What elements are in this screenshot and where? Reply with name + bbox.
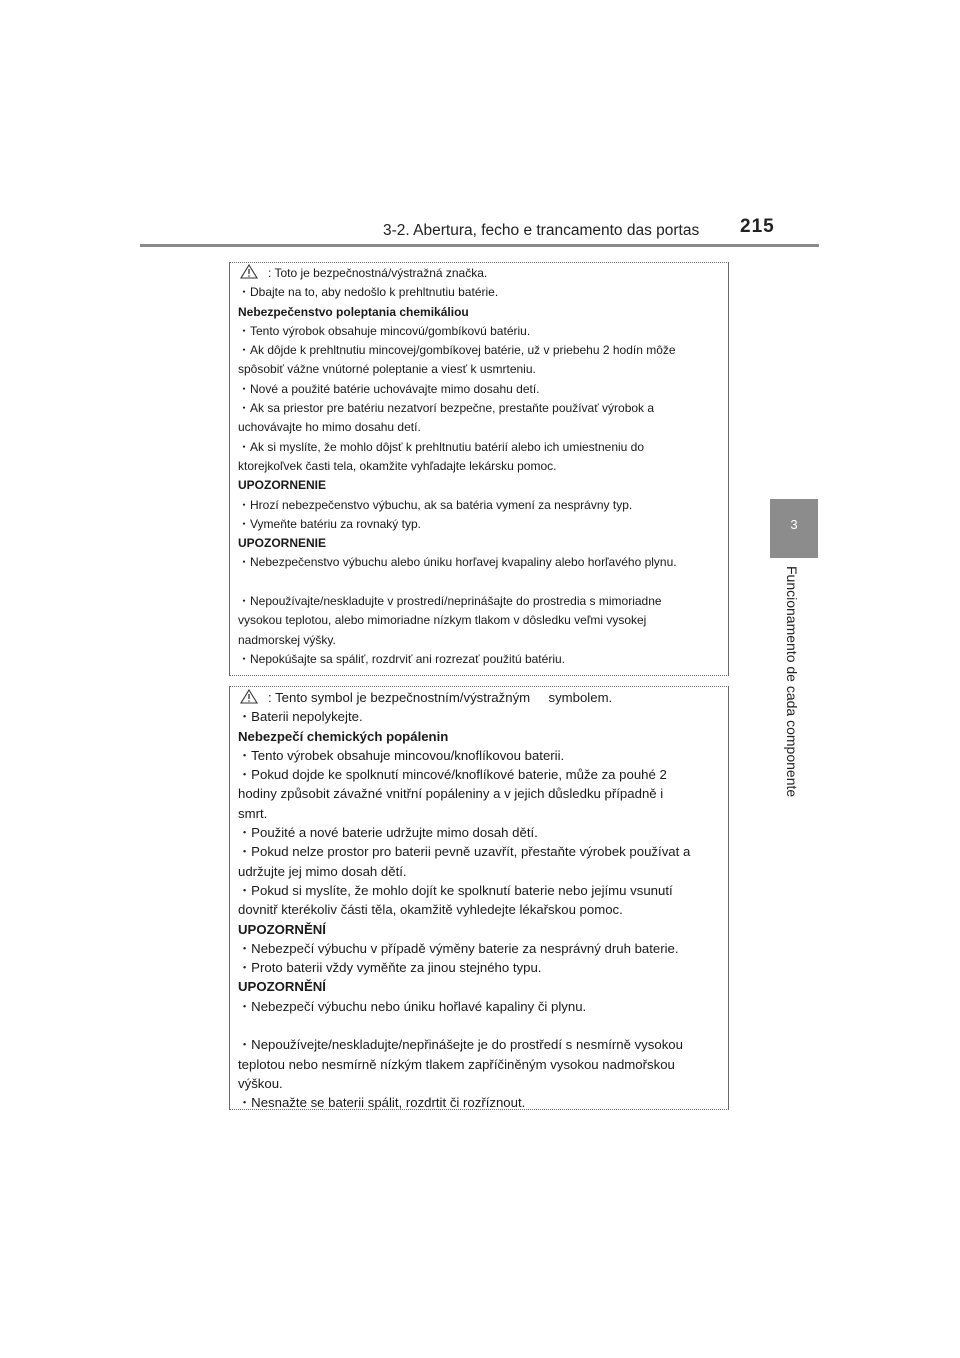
box-line: ・Ak si myslíte, že mohlo dôjsť k prehltnutiu batérií alebo ich umiestneniu do — [238, 439, 645, 454]
box-line: ・Nebezpečenstvo výbuchu alebo úniku horľavej kvapaliny alebo horľavého plynu. — [238, 555, 677, 570]
box-line: hodiny způsobit závažné vnitřní popáleniny a v jejich důsledku případně i — [238, 786, 664, 802]
box-line: ・Použité a nové baterie udržujte mimo dosah dětí. — [238, 825, 538, 841]
box-line: spôsobiť vážne vnútorné poleptanie a viesť k usmrteniu. — [238, 362, 536, 377]
box-line: ktorejkoľvek časti tela, okamžite vyhľadajte lekársku pomoc. — [238, 458, 557, 473]
spacer — [238, 1016, 728, 1035]
box-line: vysokou teplotou, alebo mimoriadne nízkym tlakom v dôsledku veľmi vysokej — [238, 613, 647, 628]
spacer — [238, 573, 728, 592]
warning-box-slovak — [229, 262, 729, 676]
box-line: ・Nepoužívajte/neskladujte v prostredí/neprinášajte do prostredia s mimoriadne — [238, 594, 662, 609]
box-line: ・Baterii nepolykejte. — [238, 709, 363, 725]
box-line: výškou. — [238, 1075, 283, 1091]
box-line: ・Tento výrobok obsahuje mincovú/gombíkovú batériu. — [238, 323, 531, 338]
page-number: 215 — [740, 216, 775, 237]
box-line: ・Pokud si myslíte, že mohlo dojít ke spolknutí baterie nebo jejímu vsunutí — [238, 882, 673, 898]
header-divider — [140, 244, 819, 247]
box-line: ・Tento výrobek obsahuje mincovou/knoflíkovou baterii. — [238, 747, 565, 763]
box-heading: Nebezpečí chemických popálenin — [238, 728, 449, 744]
box-line: ・Dbajte na to, aby nedošlo k prehltnutiu batérie. — [238, 285, 499, 300]
box-heading: Nebezpečenstvo poleptania chemikáliou — [238, 304, 469, 319]
box-heading: UPOZORNENIE — [238, 536, 327, 551]
chapter-label: Funcionamento de cada componente — [784, 566, 800, 798]
section-title: 3-2. Abertura, fecho e trancamento das portas — [383, 222, 700, 239]
box-line: ・Vymeňte batériu za rovnaký typ. — [238, 516, 421, 531]
box-line: smrt. — [238, 805, 268, 821]
box-line: ・Nebezpečí výbuchu nebo úniku hořlavé kapaliny či plynu. — [238, 998, 587, 1014]
warning-triangle-icon — [240, 264, 258, 279]
box-line: ・Proto baterii vždy vyměňte za jinou stejného typu. — [238, 960, 542, 976]
box-heading: UPOZORNĚNÍ — [238, 921, 326, 937]
warning-box-czech — [229, 686, 729, 1110]
warning-triangle-icon — [240, 689, 258, 704]
chapter-tab: 3 — [770, 499, 818, 558]
box-line: udržujte jej mimo dosah dětí. — [238, 863, 407, 879]
box-line: uchovávajte ho mimo dosahu detí. — [238, 420, 421, 435]
warning-intro — [238, 264, 728, 283]
box-line: ・Hrozí nebezpečenstvo výbuchu, ak sa batéria vymení za nesprávny typ. — [238, 497, 633, 512]
box-line: teplotou nebo nesmírně nízkým tlakem zapříčiněným vysokou nadmořskou — [238, 1056, 675, 1072]
warning-intro — [238, 688, 728, 707]
box-line: dovnitř kterékoliv části těla, okamžitě vyhledejte lékařskou pomoc. — [238, 902, 623, 918]
warning-intro-text: : Toto je bezpečnostná/výstražná značka. — [268, 266, 488, 280]
box-line: ・Pokud nelze prostor pro baterii pevně uzavřít, přestaňte výrobek používat a — [238, 844, 691, 860]
box-heading: UPOZORNENIE — [238, 478, 327, 493]
warning-intro-text: : Tento symbol je bezpečnostním/výstražným symbolem. — [268, 690, 613, 705]
box-line: nadmorskej výšky. — [238, 632, 336, 647]
box-line: ・Ak dôjde k prehltnutiu mincovej/gombíkovej batérie, už v priebehu 2 hodín môže — [238, 343, 676, 358]
box-line: ・Nebezpečí výbuchu v případě výměny baterie za nesprávný druh baterie. — [238, 940, 679, 956]
box-line: ・Pokud dojde ke spolknutí mincové/knoflíkové baterie, může za pouhé 2 — [238, 767, 667, 783]
box-heading: UPOZORNĚNÍ — [238, 979, 326, 995]
box-line: ・Nesnažte se baterii spálit, rozdrtit či rozříznout. — [238, 1095, 526, 1111]
box-line: ・Nepoužívejte/neskladujte/nepřinášejte je do prostředí s nesmírně vysokou — [238, 1037, 683, 1053]
box-line: ・Nepokúšajte sa spáliť, rozdrviť ani rozrezať použitú batériu. — [238, 651, 565, 666]
box-line: ・Ak sa priestor pre batériu nezatvorí bezpečne, prestaňte používať výrobok a — [238, 401, 655, 416]
box-line: ・Nové a použité batérie uchovávajte mimo dosahu detí. — [238, 381, 540, 396]
